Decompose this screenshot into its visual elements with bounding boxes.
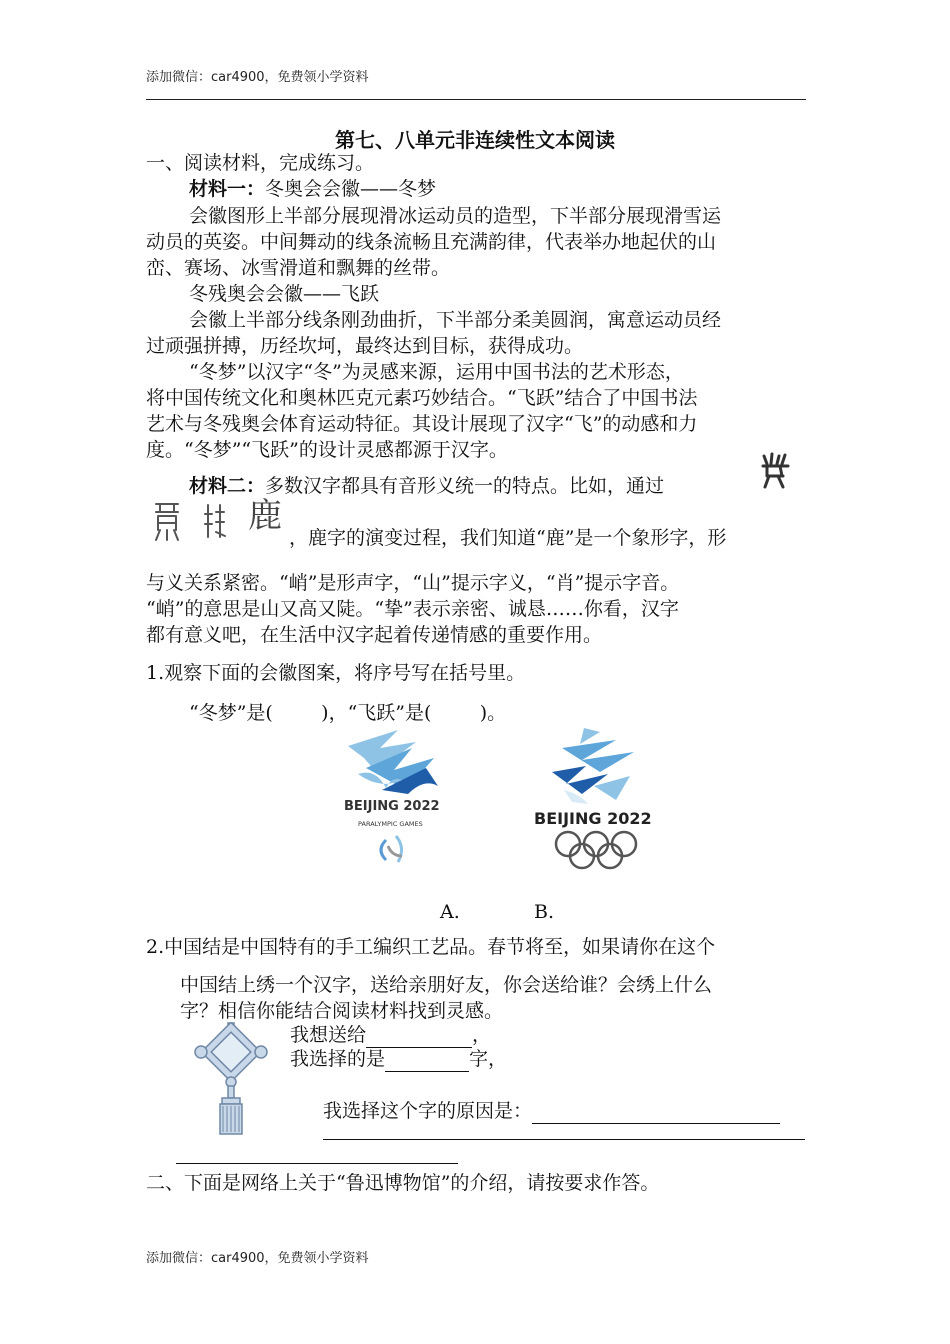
material2-label: 材料二： — [189, 475, 266, 497]
q2-prompt: 2.中国结是中国特有的手工编织工艺品。春节将至，如果请你在这个 — [146, 936, 716, 958]
option-b-label: B. — [534, 901, 555, 923]
deer-modern-glyph: 鹿 — [248, 496, 282, 536]
para3-line: 艺术与冬残奥会体育运动特征。其设计展现了汉字“飞”的动感和力 — [146, 413, 698, 435]
para1-line: 峦、赛场、冰雪滑道和飘舞的丝带。 — [146, 257, 451, 279]
reason-blank-2[interactable] — [323, 1139, 805, 1140]
deer-oracle-glyph — [758, 452, 792, 490]
page-title: 第七、八单元非连续性文本阅读 — [335, 128, 615, 152]
chinese-knot-image — [193, 1022, 269, 1136]
material1-heading — [189, 176, 436, 202]
para2-line: 会徽上半部分线条刚劲曲折，下半部分柔美圆润，寓意运动员经 — [189, 309, 722, 331]
choose-blank[interactable] — [385, 1051, 469, 1072]
header-rule — [146, 99, 806, 100]
reason-blank-1[interactable] — [532, 1103, 780, 1124]
reason-label: 我选择这个字的原因是： — [323, 1100, 533, 1122]
q2-reason — [323, 1098, 780, 1124]
reason-blank-3[interactable] — [176, 1163, 458, 1164]
para3-line: 度。“冬梦”“飞跃”的设计灵感都源于汉字。 — [146, 439, 508, 461]
q2-send-to — [290, 1022, 491, 1048]
material1-sub2: 冬残奥会会徽——飞跃 — [189, 283, 380, 305]
material2-text: 多数汉字都具有音形义统一的特点。比如，通过 — [265, 475, 665, 497]
material2-line: “峭”的意思是山又高又陡。“挚”表示亲密、诚恳……你看，汉字 — [146, 598, 679, 620]
section2-heading: 二、下面是网络上关于“鲁迅博物馆”的介绍，请按要求作答。 — [146, 1172, 660, 1194]
section1-heading: 一、阅读材料，完成练习。 — [146, 152, 375, 174]
send-to-end: ， — [472, 1024, 492, 1046]
page-footer: 添加微信：car4900，免费领小学资料 — [146, 1251, 369, 1266]
page-header: 添加微信：car4900，免费领小学资料 — [146, 70, 369, 85]
q1-fill-line: “冬梦”是( )，“飞跃”是( )。 — [189, 702, 507, 724]
paralympic-emblem — [336, 728, 466, 870]
para3-line: 将中国传统文化和奥林匹克元素巧妙结合。“飞跃”结合了中国书法 — [146, 387, 698, 409]
q2-choose — [290, 1046, 507, 1072]
material2-line: 与义关系紧密。“峭”是形声字，“山”提示字义，“肖”提示字音。 — [146, 572, 680, 594]
para1-line: 动员的英姿。中间舞动的线条流畅且充满韵律，代表举办地起伏的山 — [146, 231, 717, 253]
send-to-label: 我想送给 — [290, 1024, 367, 1046]
material2-line2: ，鹿字的演变过程，我们知道“鹿”是一个象形字，形 — [289, 527, 727, 549]
para2-line: 过顽强拼搏，历经坎坷，最终达到目标，获得成功。 — [146, 335, 584, 357]
q1-prompt: 1.观察下面的会徽图案，将序号写在括号里。 — [146, 662, 526, 684]
deer-seal-glyph — [202, 502, 228, 540]
logo-a-text: BEIJING 2022 — [344, 799, 440, 814]
para3-line: “冬梦”以汉字“冬”为灵感来源，运用中国书法的艺术形态， — [189, 361, 684, 383]
option-a-label: A. — [440, 901, 460, 923]
material1-label: 材料一： — [189, 178, 266, 200]
material2-line: 都有意义吧，在生活中汉字起着传递情感的重要作用。 — [146, 624, 603, 646]
q2-line3: 字？相信你能结合阅读材料找到灵感。 — [180, 1000, 504, 1022]
choose-end: 字， — [469, 1048, 508, 1070]
para1-line: 会徽图形上半部分展现滑冰运动员的造型，下半部分展现滑雪运 — [189, 205, 722, 227]
choose-label: 我选择的是 — [290, 1048, 386, 1070]
send-to-blank[interactable] — [366, 1027, 472, 1048]
material1-sub1: 冬奥会会徽——冬梦 — [265, 178, 437, 200]
logo-a-subtext: PARALYMPIC GAMES — [358, 820, 423, 828]
logo-b-text: BEIJING 2022 — [534, 809, 652, 828]
olympic-emblem — [524, 724, 664, 872]
q2-line2: 中国结上绣一个汉字，送给亲朋好友，你会送给谁？会绣上什么 — [180, 974, 713, 996]
deer-bronze-glyph — [152, 500, 182, 542]
